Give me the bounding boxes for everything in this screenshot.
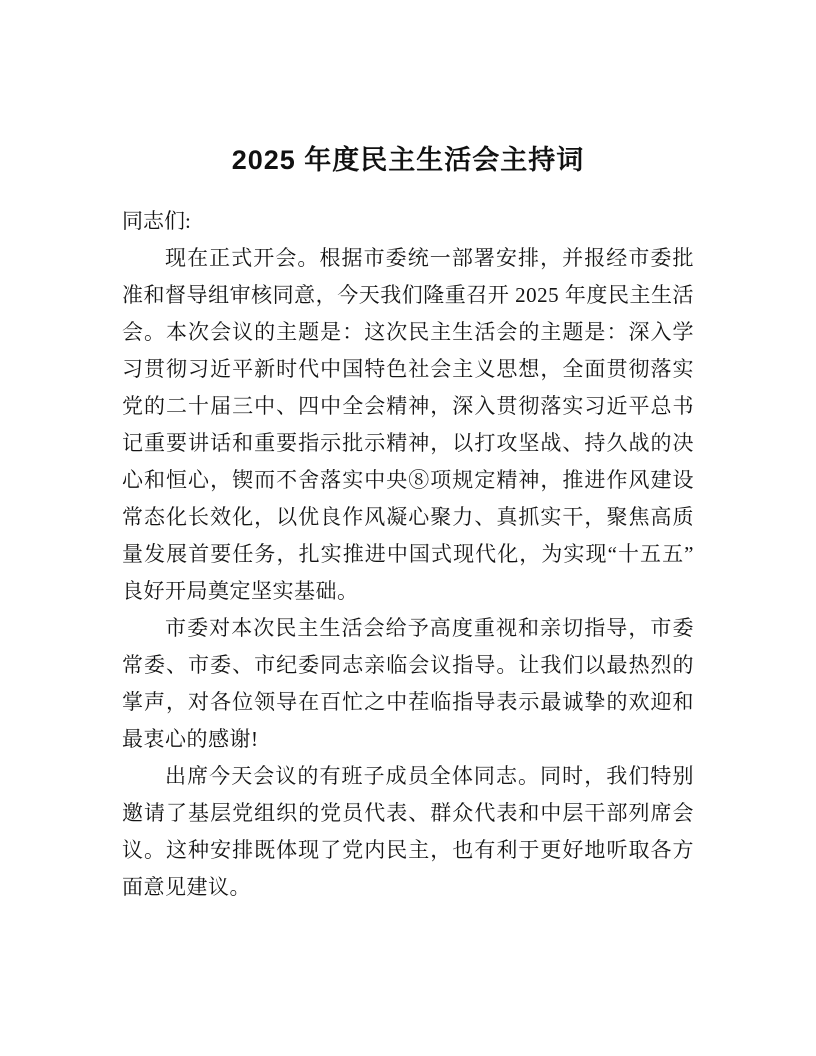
document-title: 2025 年度民主生活会主持词 xyxy=(231,145,585,175)
salutation: 同志们: xyxy=(122,209,191,233)
body-paragraph: 出席今天会议的有班子成员全体同志。同时，我们特别邀请了基层党组织的党员代表、群众代表和中层干部列席会议。这种安排既体现了党内民主，也有利于更好地听取各方面意见建议。 xyxy=(122,764,694,899)
body-paragraph: 市委对本次民主生活会给予高度重视和亲切指导，市委常委、市委、市纪委同志亲临会议指导。让我们以最热烈的掌声，对各位领导在百忙之中茬临指导表示最诚挚的欢迎和最衷心的感谢! xyxy=(122,616,694,751)
body-paragraph: 现在正式开会。根据市委统一部署安排，并报经市委批准和督导组审核同意，今天我们隆重召开 2025 年度民主生活会。本次会议的主题是：这次民主生活会的主题是：深入学习贯彻习近平新时代中国特色社会主义思想，全面贯彻落实党的二十届三中、四中全会精神，深入贯彻落实习近平总书记重要讲话和重要指示批示精神，以打攻坚战、持久战的决心和恒心，锲而不舍落实中央⑧项规定精神，推进作风建设常态化长效化，以优良作风凝心聚力、真抓实干，聚焦高质量发展首要任务，扎实推进中国式现代化，为实现“十五五”良好开局奠定坚实基础。 xyxy=(122,246,694,603)
